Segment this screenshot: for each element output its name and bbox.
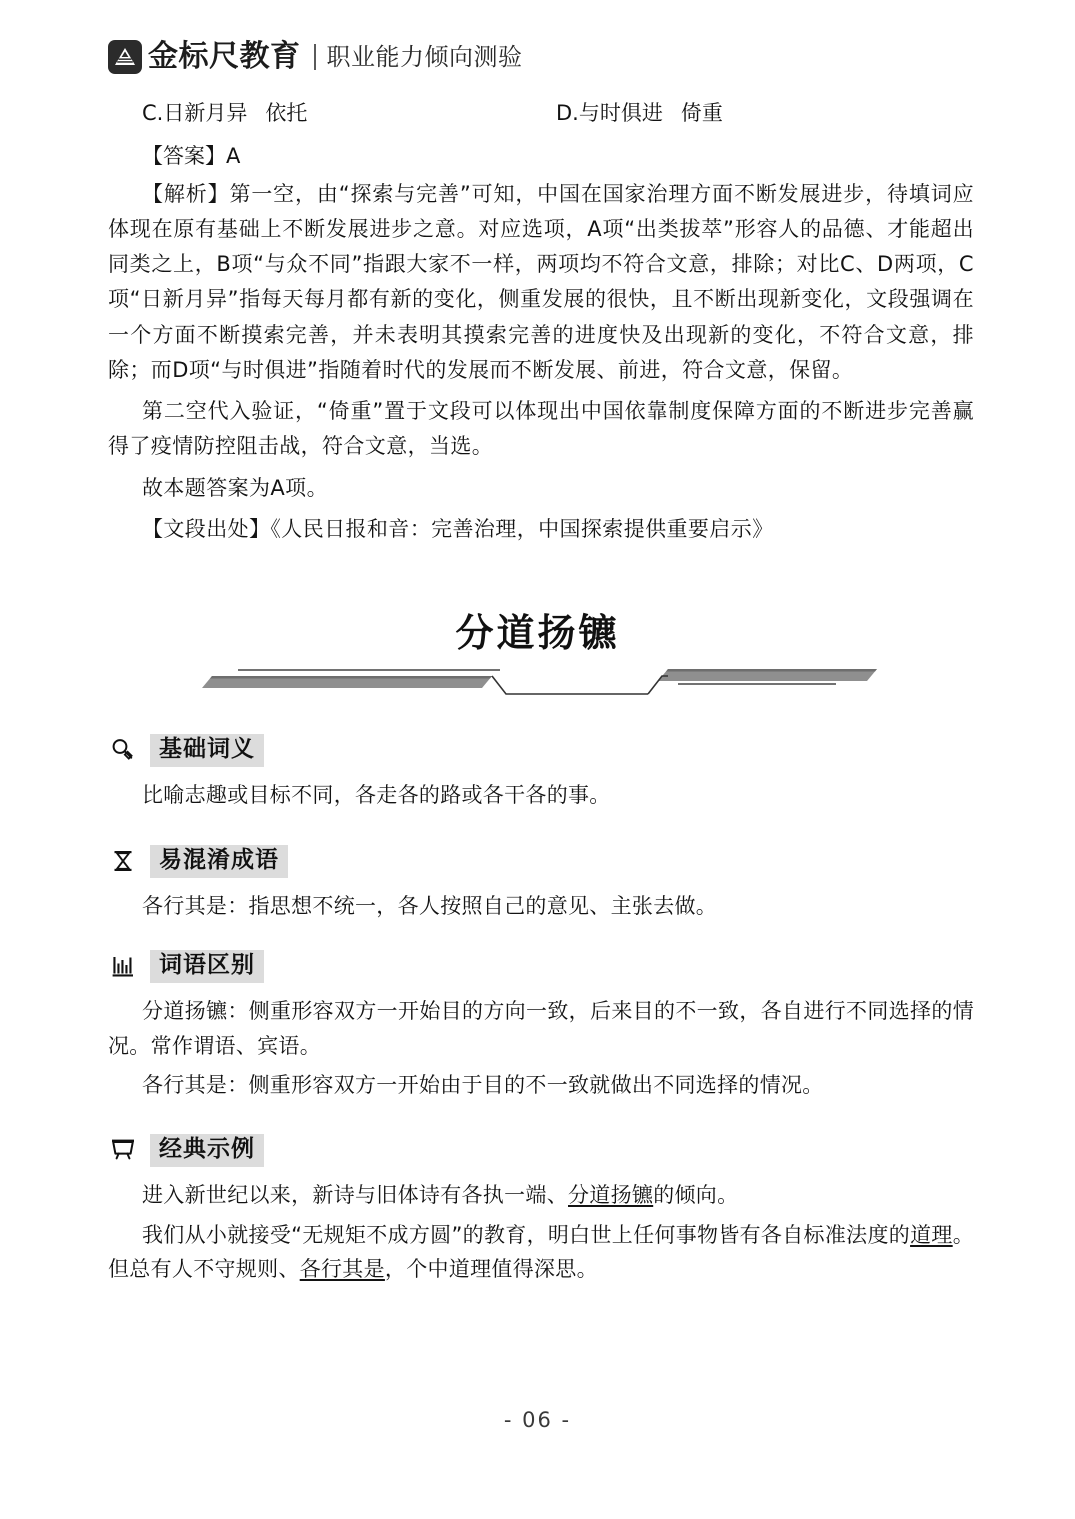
- section-label: 经典示例: [150, 1134, 264, 1167]
- presentation-board-icon: [108, 1135, 138, 1165]
- section-body: [108, 889, 974, 924]
- option-c: [108, 98, 556, 130]
- section-header: [108, 734, 974, 767]
- section-body: [108, 1178, 974, 1288]
- section-header: [108, 1134, 974, 1167]
- option-d-label: D.: [556, 101, 579, 125]
- section-label: 易混淆成语: [150, 845, 288, 878]
- option-d-word2: 倚重: [680, 101, 723, 125]
- option-d: [556, 98, 974, 130]
- example-underlined-term: 各行其是: [299, 1257, 385, 1282]
- section-confusable-idioms: [108, 845, 974, 929]
- section-label: 基础词义: [150, 734, 264, 767]
- section-body: [108, 994, 974, 1104]
- page-header: [108, 36, 523, 78]
- section-paragraph: 分道扬镳：侧重形容双方一开始目的方向一致，后来目的不一致，各自进行不同选择的情况。常作谓语、宾语。: [108, 998, 974, 1058]
- brand-name: 金标尺教育: [148, 39, 301, 74]
- page-number: - 06 -: [503, 1408, 572, 1432]
- section-classic-examples: [108, 1134, 974, 1292]
- analysis-conclusion: 故本题答案为A项。: [142, 475, 328, 500]
- answer-line: 【答案】A: [142, 143, 241, 168]
- header-divider: [314, 44, 316, 70]
- magnifier-icon: [108, 735, 138, 765]
- example-text: 进入新世纪以来，新诗与旧体诗有各执一端、: [142, 1182, 568, 1207]
- option-c-word2: 依托: [265, 101, 308, 125]
- question-analysis-block: [108, 98, 974, 553]
- option-c-label: C.: [142, 101, 164, 125]
- section-paragraph: 比喻志趣或目标不同，各走各的路或各干各的事。: [142, 782, 611, 807]
- section-basic-meaning: [108, 734, 974, 818]
- section-paragraph: 各行其是：指思想不统一，各人按照自己的意见、主张去做。: [142, 893, 718, 918]
- option-c-word1: 日新月异: [163, 101, 248, 125]
- section-body: [108, 778, 974, 813]
- section-word-difference: [108, 950, 974, 1108]
- bar-chart-icon: [108, 951, 138, 981]
- option-row: [108, 98, 974, 130]
- example-sentence-1: [108, 1178, 974, 1213]
- section-paragraph: 各行其是：侧重形容双方一开始由于目的不一致就做出不同选择的情况。: [142, 1073, 824, 1098]
- example-underlined-term: 分道扬镳: [568, 1182, 654, 1207]
- example-underlined-term: 道理: [910, 1222, 953, 1247]
- section-header: [108, 950, 974, 983]
- example-text: 。但总有人不守规则、: [108, 1222, 974, 1282]
- analysis-paragraph-2: 第二空代入验证，“倚重”置于文段可以体现出中国依靠制度保障方面的不断进步完善赢得了疫情防控阻击战，符合文意，当选。: [108, 399, 974, 459]
- analysis-paragraph-1: 【解析】第一空，由“探索与完善”可知，中国在国家治理方面不断发展进步，待填词应体现在原有基础上不断发展进步之意。对应选项，A项“出类拔萃”形容人的品德、才能超出同类之上，B项“与众不同”指跟大家不一样，两项均不符合文意，排除；对比C、D两项，C项“日新月异”指每天每月都有新的变化，侧重发展的很快，且不断出现新变化，文段强调在一个方面不断摸索完善，并未表明其摸索完善的进度快及出现新的变化，不符合文意，排除；而D项“与时俱进”指随着时代的发展而不断发展、前进，符合文意，保留。: [108, 181, 974, 382]
- option-d-word1: 与时俱进: [578, 101, 663, 125]
- banner-title: 分道扬镳: [455, 611, 620, 655]
- analysis-source: 【文段出处】《人民日报和音：完善治理，中国探索提供重要启示》: [142, 516, 774, 541]
- example-text: ，个中道理值得深思。: [384, 1257, 598, 1282]
- section-label: 词语区别: [150, 950, 264, 983]
- example-text: 的倾向。: [653, 1182, 739, 1207]
- hourglass-icon: [108, 846, 138, 876]
- pyramid-logo-icon: [108, 40, 142, 74]
- example-text: 我们从小就接受“无规矩不成方圆”的教育，明白世上任何事物皆有各自标准法度的: [142, 1222, 911, 1247]
- section-header: [108, 845, 974, 878]
- example-sentence-2: [108, 1218, 974, 1288]
- header-subject: 职业能力倾向测验: [326, 43, 523, 71]
